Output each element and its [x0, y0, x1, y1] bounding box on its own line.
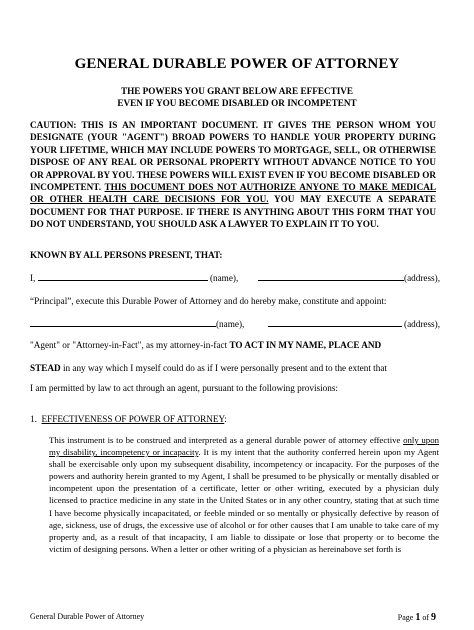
section-1-body-underlined: only upon my disability, incompetency or incapacity [49, 435, 440, 458]
agent-line [30, 318, 440, 329]
section-1-heading [30, 414, 227, 424]
known-by-heading: KNOWN BY ALL PERSONS PRESENT, THAT: [30, 250, 223, 260]
section-1-body-1: This instrument is to be construed and interpreted as a general durable power of attorney effective [49, 435, 404, 445]
page-total: 9 [431, 612, 436, 623]
agent-name-label: (name), [216, 319, 245, 329]
permitted-clause: I am permitted by law to act through an agent, pursuant to the following provisions: [30, 383, 338, 393]
caution-underlined-text: THIS DOCUMENT DOES NOT AUTHORIZE ANYONE TO MAKE MEDICAL OR OTHER HEALTH CARE DECISIONS FOR YOU. [30, 182, 436, 205]
of-word: of [420, 613, 431, 622]
section-1-colon: : [224, 414, 227, 424]
agent-name-blank[interactable] [30, 318, 216, 327]
agent-address-blank[interactable] [268, 318, 402, 327]
stead-text: in any way which I myself could do as if I were personally present and to the extent that [60, 363, 387, 373]
principal-name-label: (name), [209, 273, 239, 283]
agent-clause-text: "Agent" or "Attorney-in-Fact", as my attorney-in-fact [30, 340, 230, 350]
caution-text-2: YOU MAY EXECUTE A SEPARATE DOCUMENT FOR THAT PURPOSE. IF THERE IS ANYTHING ABOUT THIS FORM THAT YOU DO NOT UNDERSTAND, YOU SHOULD ASK A LAWYER TO EXPLAIN IT TO YOU. [30, 194, 436, 230]
page-number: 1 [415, 612, 421, 623]
principal-name-blank[interactable] [38, 272, 208, 281]
page-word: Page [397, 613, 416, 622]
agent-clause-bold: TO ACT IN MY NAME, PLACE AND [229, 340, 382, 350]
agent-address-label: (address), [404, 319, 440, 329]
caution-paragraph [30, 119, 436, 231]
page-indicator [398, 612, 436, 623]
section-1-number: 1. [30, 414, 37, 424]
principal-address-blank[interactable] [258, 272, 404, 281]
caution-text-1: CAUTION: THIS IS AN IMPORTANT DOCUMENT. IT GIVES THE PERSON WHOM YOU DESIGNATE (YOUR "AGENT") BROAD POWERS TO HANDLE YOUR PROPERTY DURING YOUR LIFETIME, WHICH MAY INCLUDE POWERS TO MORTGAGE, SELL, OR OTHERWISE DISPOSE OF ANY REAL OR PERSONAL PROPERTY WITHOUT ADVANCE NOTICE TO YOU OR APPROVAL BY YOU. THESE POWERS WILL EXIST EVEN IF YOU BECOME DISABLED OR INCOMPETENT. [30, 120, 436, 193]
section-1-body [49, 434, 439, 555]
stead-bold: STEAD [30, 363, 61, 373]
section-1-title: EFFECTIVENESS OF POWER OF ATTORNEY [41, 414, 225, 424]
agent-clause [30, 340, 440, 350]
principal-prefix: I, [30, 273, 36, 283]
stead-clause [30, 363, 440, 373]
principal-address-label: (address), [404, 273, 440, 283]
principal-clause: “Principal”, execute this Durable Power of Attorney and do hereby make, constitute and appoint: [30, 296, 387, 306]
page-footer [30, 612, 436, 623]
principal-line [30, 272, 440, 283]
section-1-body-2: . It is my intent that the authority conferred herein upon my Agent shall be exercisable only upon my subsequent disability, incompetency or incapacity. For the purposes of the powers and authority herein granted to my Agent, I shall be presumed to be physically or mentally disabled or incompetent upon the presentation of a certificate, letter or other writing, executed by a physician duly licensed to practice medicine in any state in the United States or in any other country, stating that at such time I have become physically incapacitated, or feeble minded or so mentally or physically defective by reason of age, sickness, use of drugs, the excessive use of alcohol or for other causes that I am unable to take care of my property and, as a result of that incapacity, I am liable to dissipate or lose that property or to become the victim of designing persons. When a letter or other writing of a physician as hereinabove set forth is [49, 447, 439, 554]
subtitle-line-1: THE POWERS YOU GRANT BELOW ARE EFFECTIVE [120, 86, 354, 96]
document-title: GENERAL DURABLE POWER OF ATTORNEY [74, 56, 400, 72]
subtitle-line-2: EVEN IF YOU BECOME DISABLED OR INCOMPETENT [117, 98, 357, 108]
footer-title: General Durable Power of Attorney [30, 612, 145, 621]
